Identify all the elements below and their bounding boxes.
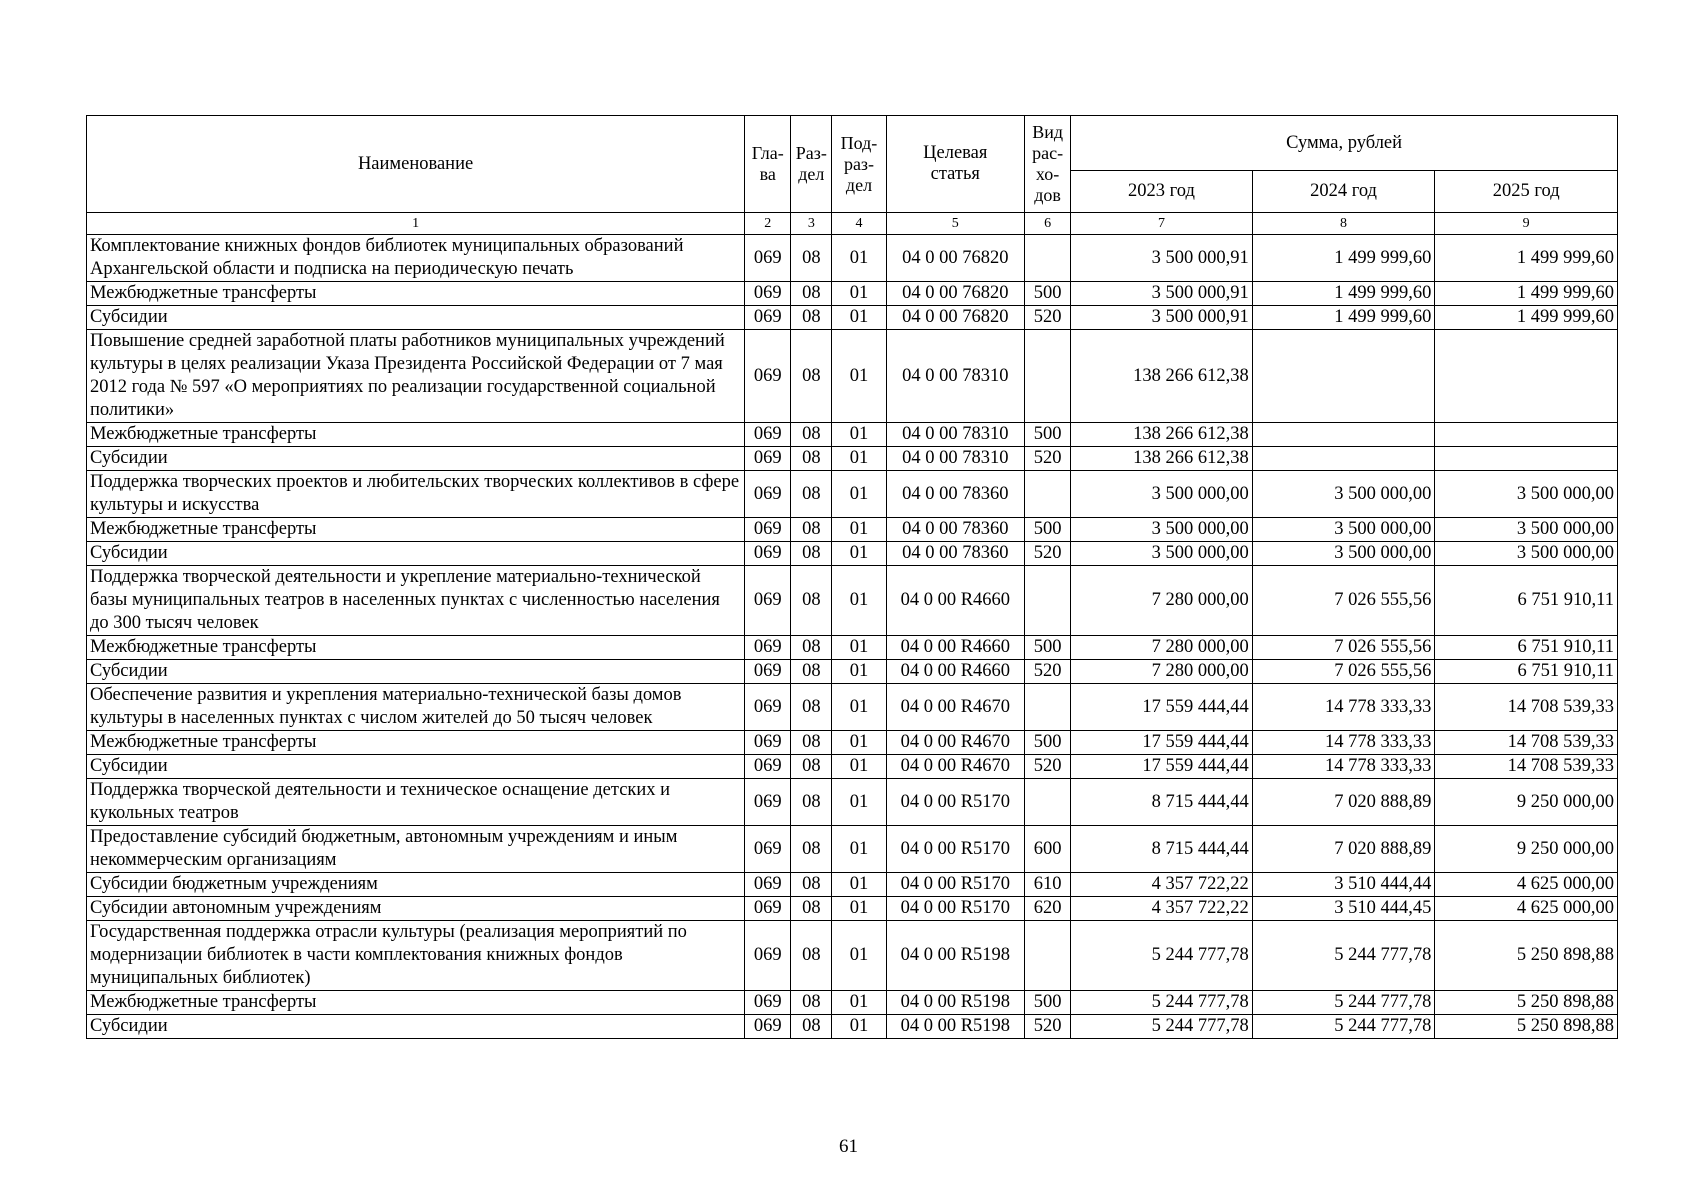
row-razdel-cell: 08 [791,282,832,306]
row-celevaya-cell: 04 0 00 76820 [886,282,1024,306]
header-col-number: 5 [886,213,1024,235]
row-celevaya-cell: 04 0 00 78310 [886,423,1024,447]
table-row [87,873,1618,897]
row-amount-2023-cell: 8 715 444,44 [1071,826,1253,873]
row-razdel-cell: 08 [791,542,832,566]
table-row [87,306,1618,330]
row-amount-2024-cell: 7 020 888,89 [1252,779,1435,826]
row-name-cell: Субсидии [87,660,745,684]
row-name-cell: Обеспечение развития и укрепления материально-технической базы домов культуры в населенных пунктах с числом жителей до 50 тысяч человек [87,684,745,731]
row-amount-2023-cell: 5 244 777,78 [1071,921,1253,991]
row-amount-2023-cell: 17 559 444,44 [1071,731,1253,755]
row-glava-cell: 069 [745,235,791,282]
row-name-cell: Межбюджетные трансферты [87,991,745,1015]
row-vid-cell: 610 [1025,873,1071,897]
row-podrazdel-cell: 01 [832,282,886,306]
row-vid-cell: 500 [1025,991,1071,1015]
row-celevaya-cell: 04 0 00 78360 [886,471,1024,518]
table-row [87,897,1618,921]
row-podrazdel-cell: 01 [832,518,886,542]
header-year-2024: 2024 год [1252,171,1435,213]
row-amount-2025-cell: 3 500 000,00 [1435,518,1618,542]
row-amount-2024-cell: 5 244 777,78 [1252,991,1435,1015]
row-glava-cell: 069 [745,306,791,330]
row-razdel-cell: 08 [791,779,832,826]
row-amount-2024-cell: 5 244 777,78 [1252,1015,1435,1039]
row-celevaya-cell: 04 0 00 R4660 [886,566,1024,636]
row-celevaya-cell: 04 0 00 78310 [886,330,1024,423]
row-amount-2025-cell: 1 499 999,60 [1435,306,1618,330]
row-razdel-cell: 08 [791,873,832,897]
row-name-cell: Поддержка творческой деятельности и техническое оснащение детских и кукольных театров [87,779,745,826]
header-col-number: 7 [1071,213,1253,235]
table-row [87,779,1618,826]
row-amount-2025-cell: 6 751 910,11 [1435,636,1618,660]
row-razdel-cell: 08 [791,921,832,991]
row-name-cell: Субсидии [87,447,745,471]
row-amount-2024-cell: 7 026 555,56 [1252,566,1435,636]
row-podrazdel-cell: 01 [832,330,886,423]
table-row [87,921,1618,991]
row-razdel-cell: 08 [791,660,832,684]
row-vid-cell: 520 [1025,1015,1071,1039]
row-amount-2025-cell: 3 500 000,00 [1435,542,1618,566]
row-amount-2023-cell: 138 266 612,38 [1071,447,1253,471]
row-name-cell: Межбюджетные трансферты [87,731,745,755]
row-celevaya-cell: 04 0 00 R5170 [886,873,1024,897]
row-name-cell: Субсидии бюджетным учреждениям [87,873,745,897]
row-razdel-cell: 08 [791,636,832,660]
row-razdel-cell: 08 [791,471,832,518]
table-row [87,471,1618,518]
row-celevaya-cell: 04 0 00 R5170 [886,826,1024,873]
header-col-number: 2 [745,213,791,235]
row-celevaya-cell: 04 0 00 R4670 [886,731,1024,755]
row-razdel-cell: 08 [791,684,832,731]
row-podrazdel-cell: 01 [832,542,886,566]
table-row [87,660,1618,684]
row-amount-2025-cell: 1 499 999,60 [1435,282,1618,306]
row-celevaya-cell: 04 0 00 R5198 [886,991,1024,1015]
page-number: 61 [839,1136,858,1157]
row-name-cell: Поддержка творческой деятельности и укрепление материально-технической базы муниципальных театров в населенных пунктах с численностью населения до 300 тысяч человек [87,566,745,636]
row-amount-2024-cell: 14 778 333,33 [1252,684,1435,731]
row-podrazdel-cell: 01 [832,873,886,897]
row-amount-2024-cell: 7 026 555,56 [1252,660,1435,684]
row-name-cell: Межбюджетные трансферты [87,423,745,447]
header-razdel: Раз- дел [791,116,832,213]
table-row [87,636,1618,660]
row-name-cell: Субсидии [87,1015,745,1039]
row-razdel-cell: 08 [791,755,832,779]
row-amount-2025-cell: 6 751 910,11 [1435,566,1618,636]
row-amount-2024-cell: 7 026 555,56 [1252,636,1435,660]
row-podrazdel-cell: 01 [832,306,886,330]
row-celevaya-cell: 04 0 00 R5170 [886,779,1024,826]
row-podrazdel-cell: 01 [832,779,886,826]
row-razdel-cell: 08 [791,306,832,330]
table-row [87,755,1618,779]
row-amount-2024-cell [1252,447,1435,471]
row-glava-cell: 069 [745,447,791,471]
row-amount-2024-cell: 3 500 000,00 [1252,542,1435,566]
row-name-cell: Субсидии [87,542,745,566]
row-amount-2023-cell: 5 244 777,78 [1071,1015,1253,1039]
row-podrazdel-cell: 01 [832,921,886,991]
table-row [87,235,1618,282]
row-razdel-cell: 08 [791,330,832,423]
row-vid-cell: 520 [1025,306,1071,330]
row-podrazdel-cell: 01 [832,731,886,755]
row-amount-2023-cell: 4 357 722,22 [1071,897,1253,921]
row-glava-cell: 069 [745,330,791,423]
row-podrazdel-cell: 01 [832,636,886,660]
row-vid-cell [1025,921,1071,991]
row-celevaya-cell: 04 0 00 78310 [886,447,1024,471]
row-amount-2025-cell [1435,447,1618,471]
row-amount-2024-cell: 3 510 444,45 [1252,897,1435,921]
row-name-cell: Государственная поддержка отрасли культуры (реализация мероприятий по модернизации библиотек в части комплектования книжных фондов муниципальных библиотек) [87,921,745,991]
row-amount-2024-cell [1252,330,1435,423]
row-amount-2023-cell: 138 266 612,38 [1071,330,1253,423]
row-amount-2023-cell: 3 500 000,91 [1071,282,1253,306]
row-podrazdel-cell: 01 [832,566,886,636]
table-row [87,991,1618,1015]
row-glava-cell: 069 [745,282,791,306]
row-amount-2023-cell: 3 500 000,00 [1071,471,1253,518]
row-celevaya-cell: 04 0 00 R4670 [886,755,1024,779]
row-name-cell: Межбюджетные трансферты [87,282,745,306]
table-row [87,423,1618,447]
row-amount-2025-cell [1435,423,1618,447]
row-razdel-cell: 08 [791,423,832,447]
header-col-number: 9 [1435,213,1618,235]
row-amount-2024-cell: 3 500 000,00 [1252,471,1435,518]
row-glava-cell: 069 [745,518,791,542]
row-amount-2025-cell: 3 500 000,00 [1435,471,1618,518]
row-podrazdel-cell: 01 [832,423,886,447]
row-glava-cell: 069 [745,921,791,991]
row-vid-cell: 520 [1025,542,1071,566]
header-vid: Вид рас- хо- дов [1025,116,1071,213]
row-vid-cell: 520 [1025,447,1071,471]
row-celevaya-cell: 04 0 00 76820 [886,306,1024,330]
row-amount-2024-cell [1252,423,1435,447]
row-amount-2023-cell: 7 280 000,00 [1071,636,1253,660]
row-vid-cell [1025,471,1071,518]
row-vid-cell: 620 [1025,897,1071,921]
row-razdel-cell: 08 [791,731,832,755]
row-amount-2024-cell: 7 020 888,89 [1252,826,1435,873]
row-name-cell: Комплектование книжных фондов библиотек муниципальных образований Архангельской области и подписка на периодическую печать [87,235,745,282]
row-podrazdel-cell: 01 [832,447,886,471]
row-glava-cell: 069 [745,566,791,636]
header-year-2025: 2025 год [1435,171,1618,213]
row-glava-cell: 069 [745,471,791,518]
header-col-number: 3 [791,213,832,235]
row-amount-2025-cell: 9 250 000,00 [1435,779,1618,826]
row-amount-2024-cell: 3 500 000,00 [1252,518,1435,542]
row-glava-cell: 069 [745,991,791,1015]
row-glava-cell: 069 [745,731,791,755]
row-razdel-cell: 08 [791,518,832,542]
table-row [87,518,1618,542]
row-celevaya-cell: 04 0 00 R5170 [886,897,1024,921]
row-glava-cell: 069 [745,542,791,566]
row-glava-cell: 069 [745,660,791,684]
header-col-number: 8 [1252,213,1435,235]
row-podrazdel-cell: 01 [832,1015,886,1039]
row-podrazdel-cell: 01 [832,235,886,282]
row-vid-cell: 500 [1025,518,1071,542]
row-amount-2023-cell: 4 357 722,22 [1071,873,1253,897]
row-glava-cell: 069 [745,755,791,779]
table-row [87,684,1618,731]
row-amount-2025-cell: 14 708 539,33 [1435,684,1618,731]
row-razdel-cell: 08 [791,826,832,873]
row-amount-2025-cell: 14 708 539,33 [1435,731,1618,755]
row-celevaya-cell: 04 0 00 78360 [886,518,1024,542]
row-glava-cell: 069 [745,684,791,731]
row-vid-cell: 520 [1025,755,1071,779]
row-glava-cell: 069 [745,423,791,447]
row-amount-2025-cell: 1 499 999,60 [1435,235,1618,282]
row-glava-cell: 069 [745,897,791,921]
row-podrazdel-cell: 01 [832,755,886,779]
header-year-2023: 2023 год [1071,171,1253,213]
row-celevaya-cell: 04 0 00 78360 [886,542,1024,566]
row-amount-2023-cell: 3 500 000,91 [1071,306,1253,330]
row-podrazdel-cell: 01 [832,826,886,873]
row-razdel-cell: 08 [791,1015,832,1039]
row-celevaya-cell: 04 0 00 R4660 [886,636,1024,660]
row-celevaya-cell: 04 0 00 R5198 [886,1015,1024,1039]
row-podrazdel-cell: 01 [832,471,886,518]
row-podrazdel-cell: 01 [832,660,886,684]
row-celevaya-cell: 04 0 00 R4660 [886,660,1024,684]
row-name-cell: Предоставление субсидий бюджетным, автономным учреждениям и иным некоммерческим организациям [87,826,745,873]
row-vid-cell: 500 [1025,731,1071,755]
row-name-cell: Межбюджетные трансферты [87,636,745,660]
row-vid-cell: 500 [1025,282,1071,306]
row-name-cell: Субсидии [87,306,745,330]
row-razdel-cell: 08 [791,991,832,1015]
row-amount-2024-cell: 1 499 999,60 [1252,306,1435,330]
row-celevaya-cell: 04 0 00 R4670 [886,684,1024,731]
row-amount-2024-cell: 3 510 444,44 [1252,873,1435,897]
table-row [87,282,1618,306]
header-name: Наименование [87,116,745,213]
row-vid-cell [1025,779,1071,826]
header-col-number: 4 [832,213,886,235]
row-amount-2023-cell: 138 266 612,38 [1071,423,1253,447]
row-vid-cell [1025,684,1071,731]
header-celevaya: Целевая статья [886,116,1024,213]
table-row [87,826,1618,873]
row-glava-cell: 069 [745,826,791,873]
row-amount-2023-cell: 3 500 000,91 [1071,235,1253,282]
row-amount-2024-cell: 1 499 999,60 [1252,282,1435,306]
row-glava-cell: 069 [745,636,791,660]
row-vid-cell: 520 [1025,660,1071,684]
row-celevaya-cell: 04 0 00 76820 [886,235,1024,282]
row-name-cell: Субсидии автономным учреждениям [87,897,745,921]
row-glava-cell: 069 [745,779,791,826]
header-glava: Гла- ва [745,116,791,213]
row-amount-2025-cell: 5 250 898,88 [1435,1015,1618,1039]
row-amount-2024-cell: 1 499 999,60 [1252,235,1435,282]
row-amount-2024-cell: 14 778 333,33 [1252,755,1435,779]
table-row [87,1015,1618,1039]
row-amount-2025-cell [1435,330,1618,423]
row-amount-2025-cell: 14 708 539,33 [1435,755,1618,779]
row-name-cell: Субсидии [87,755,745,779]
row-amount-2024-cell: 14 778 333,33 [1252,731,1435,755]
row-amount-2023-cell: 3 500 000,00 [1071,518,1253,542]
row-amount-2023-cell: 8 715 444,44 [1071,779,1253,826]
row-amount-2023-cell: 17 559 444,44 [1071,755,1253,779]
table-body [87,235,1618,1039]
row-amount-2025-cell: 4 625 000,00 [1435,873,1618,897]
row-podrazdel-cell: 01 [832,897,886,921]
table-row [87,542,1618,566]
row-celevaya-cell: 04 0 00 R5198 [886,921,1024,991]
row-podrazdel-cell: 01 [832,991,886,1015]
row-glava-cell: 069 [745,1015,791,1039]
row-amount-2023-cell: 7 280 000,00 [1071,660,1253,684]
row-amount-2025-cell: 5 250 898,88 [1435,991,1618,1015]
row-razdel-cell: 08 [791,447,832,471]
header-col-number: 6 [1025,213,1071,235]
row-amount-2025-cell: 6 751 910,11 [1435,660,1618,684]
row-vid-cell [1025,566,1071,636]
header-col-number: 1 [87,213,745,235]
row-vid-cell [1025,235,1071,282]
row-amount-2025-cell: 9 250 000,00 [1435,826,1618,873]
row-amount-2023-cell: 3 500 000,00 [1071,542,1253,566]
table-header [87,116,1618,235]
row-name-cell: Повышение средней заработной платы работников муниципальных учреждений культуры в целях реализации Указа Президента Российской Федерации от 7 мая 2012 года № 597 «О мероприятиях по реализации государственной социальной политики» [87,330,745,423]
header-podrazdel: Под- раз- дел [832,116,886,213]
row-podrazdel-cell: 01 [832,684,886,731]
row-name-cell: Поддержка творческих проектов и любительских творческих коллективов в сфере культуры и искусства [87,471,745,518]
row-razdel-cell: 08 [791,566,832,636]
budget-table [86,115,1618,1039]
row-amount-2023-cell: 5 244 777,78 [1071,991,1253,1015]
row-amount-2023-cell: 17 559 444,44 [1071,684,1253,731]
table-row [87,447,1618,471]
row-razdel-cell: 08 [791,235,832,282]
row-vid-cell: 500 [1025,636,1071,660]
row-amount-2024-cell: 5 244 777,78 [1252,921,1435,991]
row-razdel-cell: 08 [791,897,832,921]
header-summa: Сумма, рублей [1071,116,1618,171]
row-amount-2023-cell: 7 280 000,00 [1071,566,1253,636]
row-glava-cell: 069 [745,873,791,897]
row-name-cell: Межбюджетные трансферты [87,518,745,542]
table-row [87,330,1618,423]
row-vid-cell: 600 [1025,826,1071,873]
row-vid-cell: 500 [1025,423,1071,447]
table-row [87,731,1618,755]
row-vid-cell [1025,330,1071,423]
row-amount-2025-cell: 4 625 000,00 [1435,897,1618,921]
row-amount-2025-cell: 5 250 898,88 [1435,921,1618,991]
table-row [87,566,1618,636]
